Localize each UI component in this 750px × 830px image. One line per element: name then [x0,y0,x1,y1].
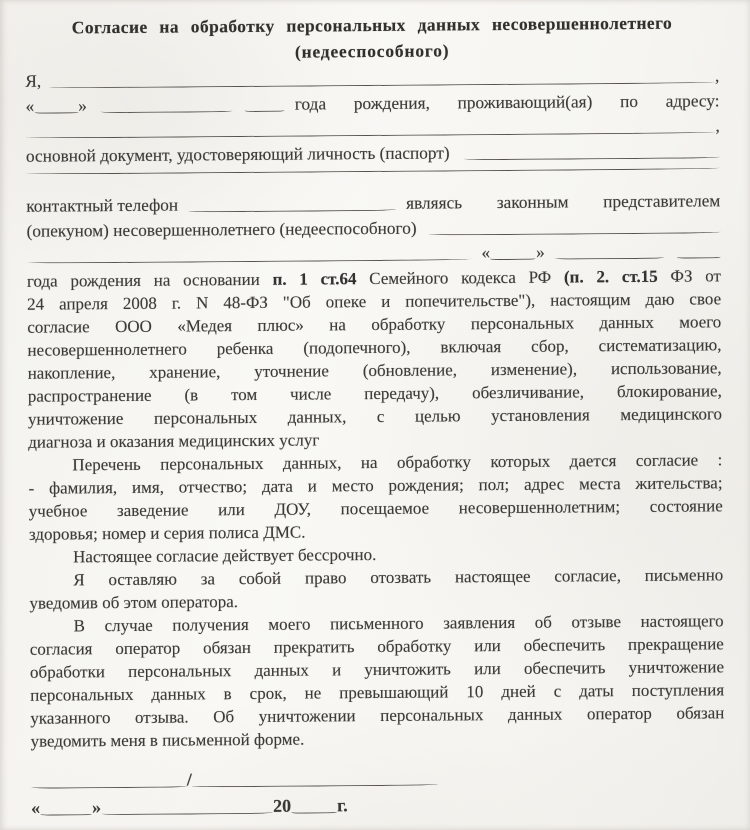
quote-close: » [78,96,87,116]
signature-name-blank [192,783,438,788]
validity-line: Настоящее согласие действует бессрочно. [73,544,377,567]
body-line: накопление, хранение, уточнение (обновление, изменение), использование, [27,358,722,383]
name-trailing-comma: , [714,66,720,86]
body-line: уничтожение персональных данных, с целью установления медицинского [27,404,723,429]
body-line: диагноза и оказания медицинских услуг [28,430,320,452]
body-line: несовершеннолетнего ребенка (подопечного), включая сбор, систематизацию, [27,335,722,360]
date-year-blank [291,810,337,813]
withdrawal-procedure-line: В случае получения моего письменного заявления об отзыве настоящего [73,611,724,636]
title-line-2: (недееспособного) [294,40,450,62]
year-suffix: г. [336,795,348,816]
document-title [25,9,719,66]
declarant-name-blank [49,80,715,88]
address-blank [26,130,716,138]
minor-birth-month-blank [555,256,665,260]
legal-ref-guardianship-law: (п. 2. ст.15 [563,266,658,287]
date-month-blank [101,811,273,815]
date-day-blank [40,812,92,815]
withdrawal-right-line: Я оставляю за собой право отозвать настоящее согласие, письменно [73,565,724,590]
document-content [25,9,725,823]
date-line [31,791,725,823]
body-line: указанного отзыва. Об уничтожении персональных данных оператор обязан [30,703,725,728]
minor-name-blank [429,230,721,235]
title-line-1: Согласие на обработку персональных данных несовершеннолетнего [71,12,673,38]
signature-blank [31,784,187,788]
body-line: обработки персональных данных и уничтожить или обеспечить уничтожение [29,657,725,682]
body-line: уведомить меня в письменной форме. [30,729,305,751]
birth-day-blank [34,110,78,113]
legal-ref-family-code: п. 1 ст.64 [272,269,357,289]
guardian-label: (опекуном) несовершеннолетнего (недееспособного) [26,218,417,241]
body-line: распространение (в том числе передачу), обезличивание, блокирование, [27,381,722,406]
body-line: согласие ООО «Медея плюс» на обработку персональных данных моего [27,312,722,337]
body-line: - фамилия, имя, отчество; дата и место рождения; пол; адрес места жительства; [28,473,723,498]
legal-text-a: года рождения на основании [26,269,260,291]
legal-text-c: Семейного кодекса РФ [369,267,552,289]
phone-label: контактный телефон [26,195,179,216]
body-line: уведомив об этом оператора. [29,592,239,613]
ya-label: Я, [25,71,42,91]
minor-birth-day-blank [490,257,536,260]
minor-quote-close: » [535,242,545,262]
minor-birth-year-blank [677,255,721,258]
birth-month-blank [101,109,233,113]
birth-residence-text: года рождения, проживающий(ая) по адресу: [294,91,720,114]
body-line: здоровья; номер и серия полиса ДМС. [28,522,306,544]
data-list-intro-line: Перечень персональных данных, на обработку которых дается согласие : [72,450,723,475]
birth-year-blank [245,109,285,112]
passport-label: основной документ, удостоверяющий личность (паспорт) [25,143,450,166]
body-line: учебное заведение или ДОУ, посещаемое несовершеннолетним; состояние [28,496,723,521]
minor-name-continuation-blank [27,257,472,263]
year-prefix: 20 [272,795,292,816]
date-quote-open: « [30,797,41,818]
body-line: согласия оператор обязан прекратить обработку или обеспечить прекращение [29,634,724,659]
date-quote-close: » [91,797,102,818]
address-trailing-comma: , [715,116,720,136]
body-line: персональных данных в срок, не превышающий 10 дней с даты поступления [30,680,725,705]
body-line: 24 апреля 2008 г. N 48-ФЗ "Об опеке и попечительстве"), настоящим даю свое [27,289,722,314]
representative-text: являясь законным представителем [406,191,721,213]
legal-text-e: ФЗ от [670,266,721,286]
signature-slash: / [186,769,192,790]
phone-blank [188,208,396,213]
passport-blank [464,155,720,160]
minor-quote-open: « [481,243,491,263]
quote-open: « [25,96,35,116]
